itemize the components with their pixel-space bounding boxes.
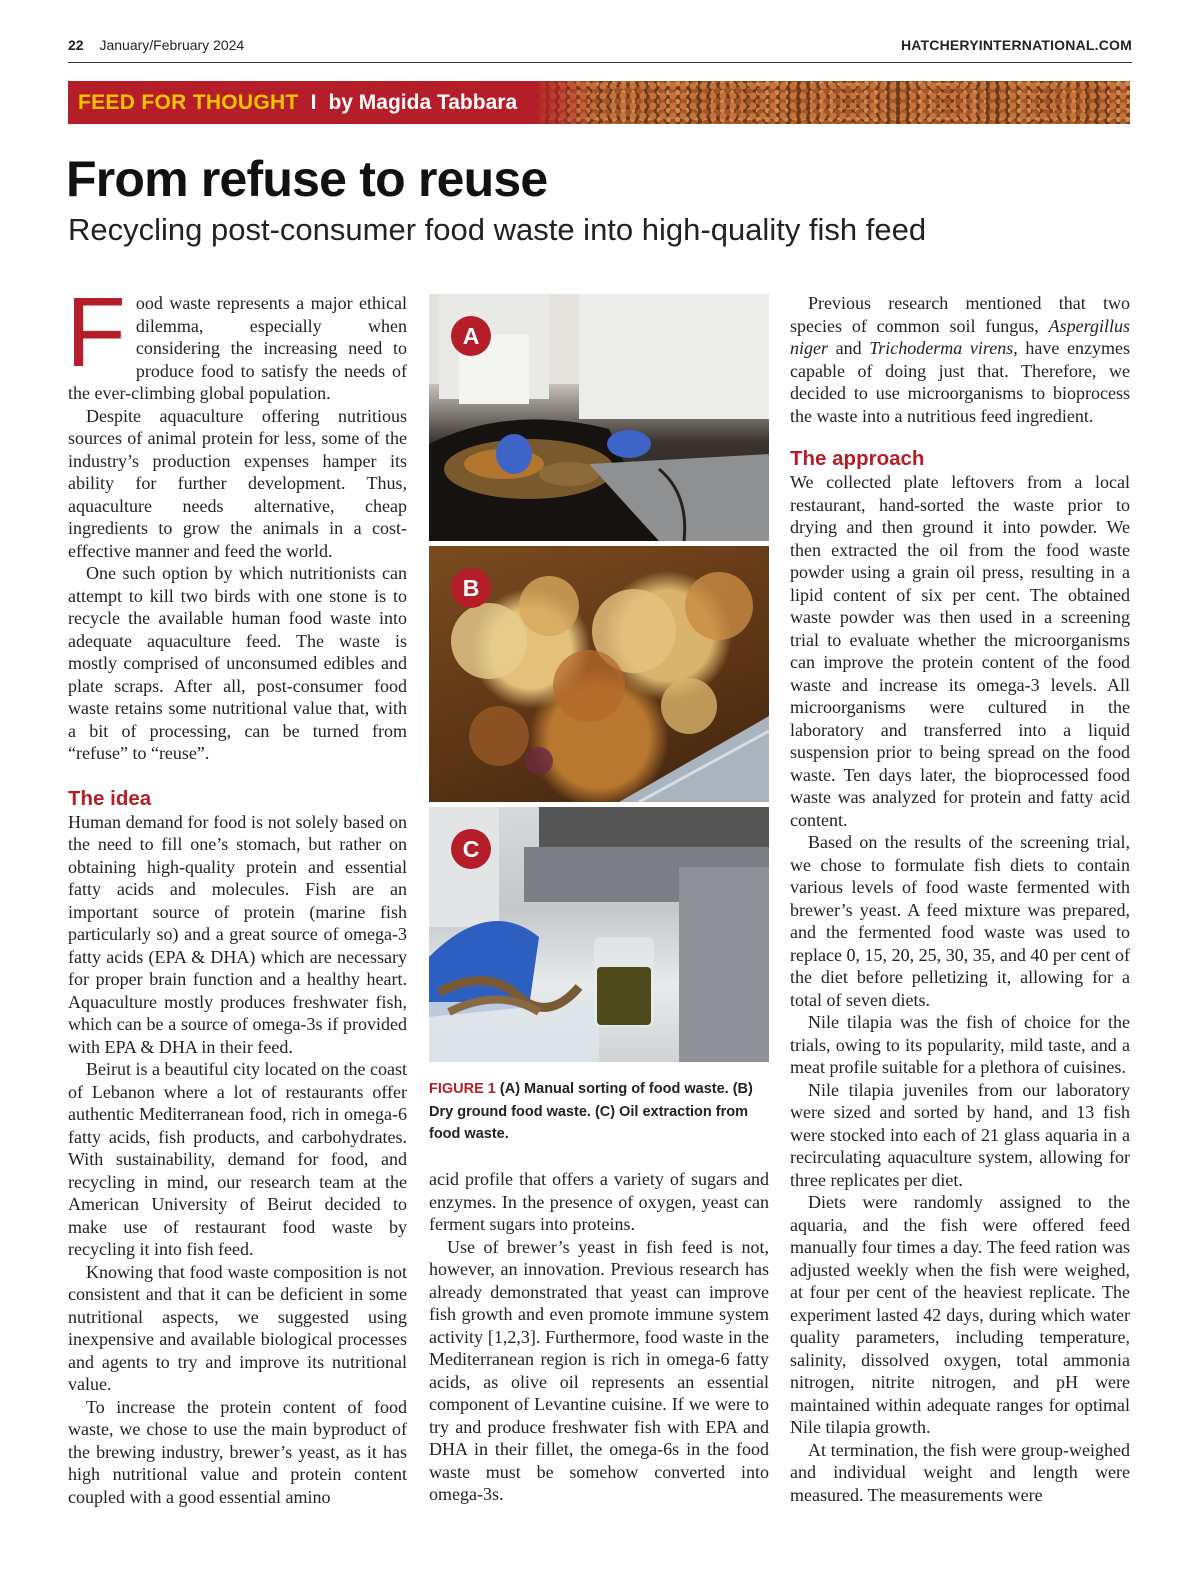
issue-date: January/February 2024 — [99, 37, 245, 53]
intro-paragraph — [66, 277, 407, 405]
byline: by Magida Tabbara — [328, 90, 518, 114]
article-deck: Recycling post-consumer food waste into high-quality fish feed — [68, 212, 927, 247]
panel-label-a: A — [451, 316, 491, 356]
body-paragraph: To increase the protein content of food waste, we chose to use the main byproduct of the brewing industry, brewer’s yeast, as it has high nutritional value and protein content coupled with a good essential amino — [68, 1396, 407, 1507]
intro-text: ood waste represents a major ethical dilemma, especially when considering the increasing need to produce food to satisfy the needs of the ever-climbing global population. — [68, 293, 407, 403]
figure-label: FIGURE 1 — [429, 1081, 496, 1097]
column-banner — [68, 81, 1130, 124]
website-name: HATCHERYINTERNATIONAL.COM — [900, 37, 1132, 53]
header-rule — [68, 62, 1132, 63]
species-name: Trichoderma virens — [869, 338, 1014, 358]
body-paragraph: Diets were randomly assigned to the aquaria, and the fish were offered feed manually four times a day. The feed ration was adjusted weekly when the fish were weighed, at four per cent of the heaviest replicate. The experiment lasted 42 days, during which water quality parameters, including temperature, salinity, dissolved oxygen, total ammonia nitrogen, nitrite nitrogen, and pH were maintained within adequate ranges for optimal Nile tilapia growth. — [790, 1192, 1130, 1437]
text-run: Previous research mentioned that two species of common soil fungus, — [790, 293, 1130, 336]
page-header — [68, 37, 1132, 59]
body-paragraph: acid profile that offers a variety of sugars and enzymes. In the presence of oxygen, yeast can ferment sugars into proteins. — [429, 1169, 769, 1234]
text-column-2 — [429, 1168, 769, 1506]
text-column-1 — [66, 277, 407, 1508]
photo-manual-sorting — [429, 294, 769, 541]
text-run: and — [828, 338, 870, 358]
body-paragraph: At termination, the fish were group-weighed and individual weight and length were measured. The measurements were — [790, 1439, 1130, 1505]
panel-label-b: B — [451, 568, 491, 608]
body-paragraph: Nile tilapia juveniles from our laboratory were sized and sorted by hand, and 13 fish were stocked into each of 21 glass aquaria in a recirculating aquaculture system, allowing for three replicates per diet. — [790, 1079, 1130, 1190]
drop-cap: F — [66, 277, 126, 387]
banner-separator: I — [310, 90, 317, 114]
page-number: 22 — [68, 37, 84, 53]
body-paragraph: Despite aquaculture offering nutritious sources of animal protein for less, some of the industry’s production expenses hamper its ability for further development. Thus, aquaculture needs alternative, cheap ingredients to grow the animals in a cost-effective manner and feed the world. — [68, 405, 407, 561]
section-heading-approach: The approach — [790, 447, 925, 470]
banner-label — [68, 81, 538, 124]
body-paragraph: Beirut is a beautiful city located on the coast of Lebanon where a lot of restaurants offer authentic Mediterranean food, rich in omega-6 fatty acids, fish products, and carbohydrates. With sustainability, demand for food, and recycling in mind, our research team at the American University of Beirut decided to make use of restaurant food waste by recycling it into fish feed. — [68, 1059, 407, 1259]
body-paragraph: Use of brewer’s yeast in fish feed is not, however, an innovation. Previous research has already demonstrated that yeast can improve fish growth and even promote immune system activity [1,2,3]. Furthermore, food waste in the Mediterranean region is rich in omega-6 fatty acids, as olive oil represents an essential component of Levantine cuisine. If we were to try and produce freshwater fish with EPA and DHA in their fillet, the omega-6s in the food waste must be somehow converted into omega-3s. — [429, 1236, 769, 1504]
body-paragraph: We collected plate leftovers from a local restaurant, hand-sorted the waste prior to drying and then ground it into powder. We then extracted the oil from the food waste powder using a grain oil press, resulting in a lipid content of six per cent. The obtained waste powder was then used in a screening trial to evaluate whether the microorganisms can improve the protein content of the food waste and increase its omega-3 levels. All microorganisms were cultured in the laboratory and transferred into a liquid suspension prior to being spread on the food waste. Ten days later, the bioprocessed food waste was analyzed for protein and fatty acid content. — [790, 472, 1130, 830]
column-name: FEED FOR THOUGHT — [78, 90, 299, 114]
text-column-3 — [790, 292, 1130, 1506]
text-run: , have enzymes capable of doing just that. Therefore, we decided to use microorganisms to bioprocess the waste into a nutritious feed ingredient. — [790, 338, 1131, 426]
body-paragraph: One such option by which nutritionists can attempt to kill two birds with one stone is to recycle the available human food waste into adequate aquaculture feed. The waste is mostly comprised of unconsumed edibles and plate scraps. After all, post-consumer food waste retains some nutritional value that, with a bit of processing, can be turned from “refuse” to “reuse”. — [68, 563, 407, 763]
figure-1 — [429, 294, 769, 1062]
caption-text: (A) Manual sorting of food waste. (B) Dry ground food waste. (C) Oil extraction from food waste. — [429, 1081, 753, 1142]
body-paragraph: Based on the results of the screening trial, we chose to formulate fish diets to contain various levels of food waste fermented with brewer’s yeast. A feed mixture was prepared, and the fermented food waste was used to replace 0, 15, 20, 25, 30, 35, and 40 per cent of the diet before pelletizing it, allowing for a total of seven diets. — [790, 832, 1130, 1010]
figure-caption — [429, 1078, 769, 1146]
section-heading-idea: The idea — [68, 786, 152, 810]
body-paragraph: Nile tilapia was the fish of choice for the trials, owing to its popularity, mild taste, and a meat profile suitable for a plethora of cuisines. — [790, 1012, 1130, 1077]
article-title: From refuse to reuse — [66, 151, 548, 207]
photo-oil-extraction — [429, 807, 769, 1062]
banner-fade — [528, 81, 598, 124]
body-paragraph: Human demand for food is not solely based on the need to fill one’s stomach, but rather on obtaining high-quality protein and essential fatty acids and molecules. Fish are an important source of protein (marine fish particularly so) and a great source of omega-3 fatty acids (EPA & DHA) which are necessary for proper brain function and a healthy heart. Aquaculture mostly produces freshwater fish, which can be a source of omega-3s if provided with EPA & DHA in their feed. — [68, 811, 407, 1057]
species-name: Aspergillus niger — [790, 315, 1130, 358]
panel-label-c: C — [451, 829, 491, 869]
photo-ground-food-waste — [429, 546, 769, 802]
body-paragraph — [790, 292, 1130, 427]
body-paragraph: Knowing that food waste composition is not consistent and that it can be deficient in some nutritional aspects, we suggested using inexpensive and available biological processes and agents to try and improve its nutritional value. — [68, 1261, 407, 1394]
